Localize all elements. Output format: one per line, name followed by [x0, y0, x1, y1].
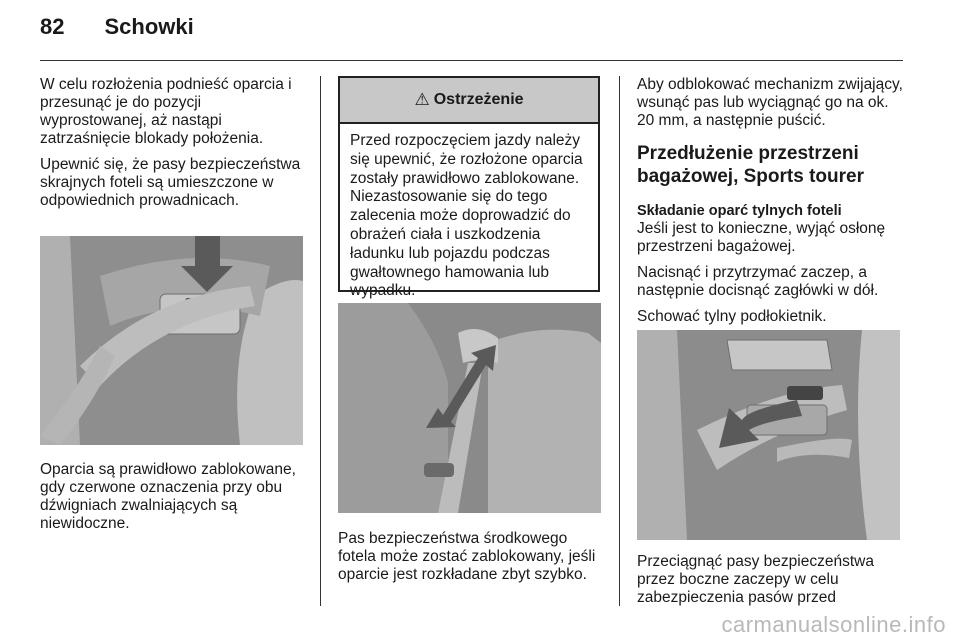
warning-title: Ostrzeżenie	[433, 91, 524, 108]
column-divider-right	[619, 76, 620, 606]
page-number: 82	[40, 14, 65, 39]
illustration-headrest-latch	[637, 330, 900, 540]
column-right	[637, 76, 905, 334]
caption-center-belt: Pas bezpieczeństwa środkowego fotela może zostać zablokowany, jeśli oparcie jest rozkładane zbyt szybko.	[338, 530, 596, 583]
paragraph-belt-guides: Upewnić się, że pasy bezpieczeństwa skrajnych foteli są umieszczone w odpowiednich prowadnicach.	[40, 156, 301, 209]
column-left	[40, 76, 308, 218]
paragraph-armrest: Schować tylny podłokietnik.	[637, 308, 827, 325]
paragraph-retractor: Aby odblokować mechanizm zwijający, wsunąć pas lub wyciągnąć go na ok. 20 mm, a następnie puścić.	[637, 76, 903, 129]
section-heading: Przedłużenie przestrzeni bagażowej, Sports tourer	[637, 143, 864, 187]
watermark-text: carmanualsonline.info	[721, 612, 946, 637]
caption-belt-hooks: Przeciągnąć pasy bezpieczeństwa przez boczne zaczepy w celu zabezpieczenia pasów przed	[637, 553, 874, 606]
illustration-center-belt	[338, 303, 601, 513]
subsection-heading: Składanie oparć tylnych foteli	[637, 203, 842, 219]
paragraph-cover: Jeśli jest to konieczne, wyjąć osłonę przestrzeni bagażowej.	[637, 220, 886, 255]
paragraph-unfold: W celu rozłożenia podnieść oparcia i przesunąć je do pozycji wyprostowanej, aż nastąpi zatrzaśnięcie blokady położenia.	[40, 76, 292, 147]
caption-seat-latch: Oparcia są prawidłowo zablokowane, gdy czerwone oznaczenia przy obu dźwigniach zwalniających są niewidoczne.	[40, 461, 296, 532]
warning-header	[340, 78, 598, 124]
warning-box	[338, 76, 600, 300]
section-title: Schowki	[104, 14, 194, 39]
paragraph-headrests: Nacisnąć i przytrzymać zaczep, a następnie docisnąć zagłówki w dół.	[637, 264, 879, 299]
column-divider-left	[320, 76, 321, 606]
illustration-seat-latch	[40, 236, 303, 445]
page-header	[40, 14, 194, 54]
header-rule	[40, 60, 903, 61]
warning-triangle-icon: ⚠	[414, 90, 430, 109]
warning-text: Przed rozpoczęciem jazdy należy się upewnić, że rozłożone oparcia zostały prawidłowo zablokowane. Niezastosowanie się do tego zalecenia może doprowadzić do obrażeń ciała i uszkodzenia ładunku lub pojazdu podczas gwałtownego hamowania lub wypadku.	[350, 132, 583, 300]
